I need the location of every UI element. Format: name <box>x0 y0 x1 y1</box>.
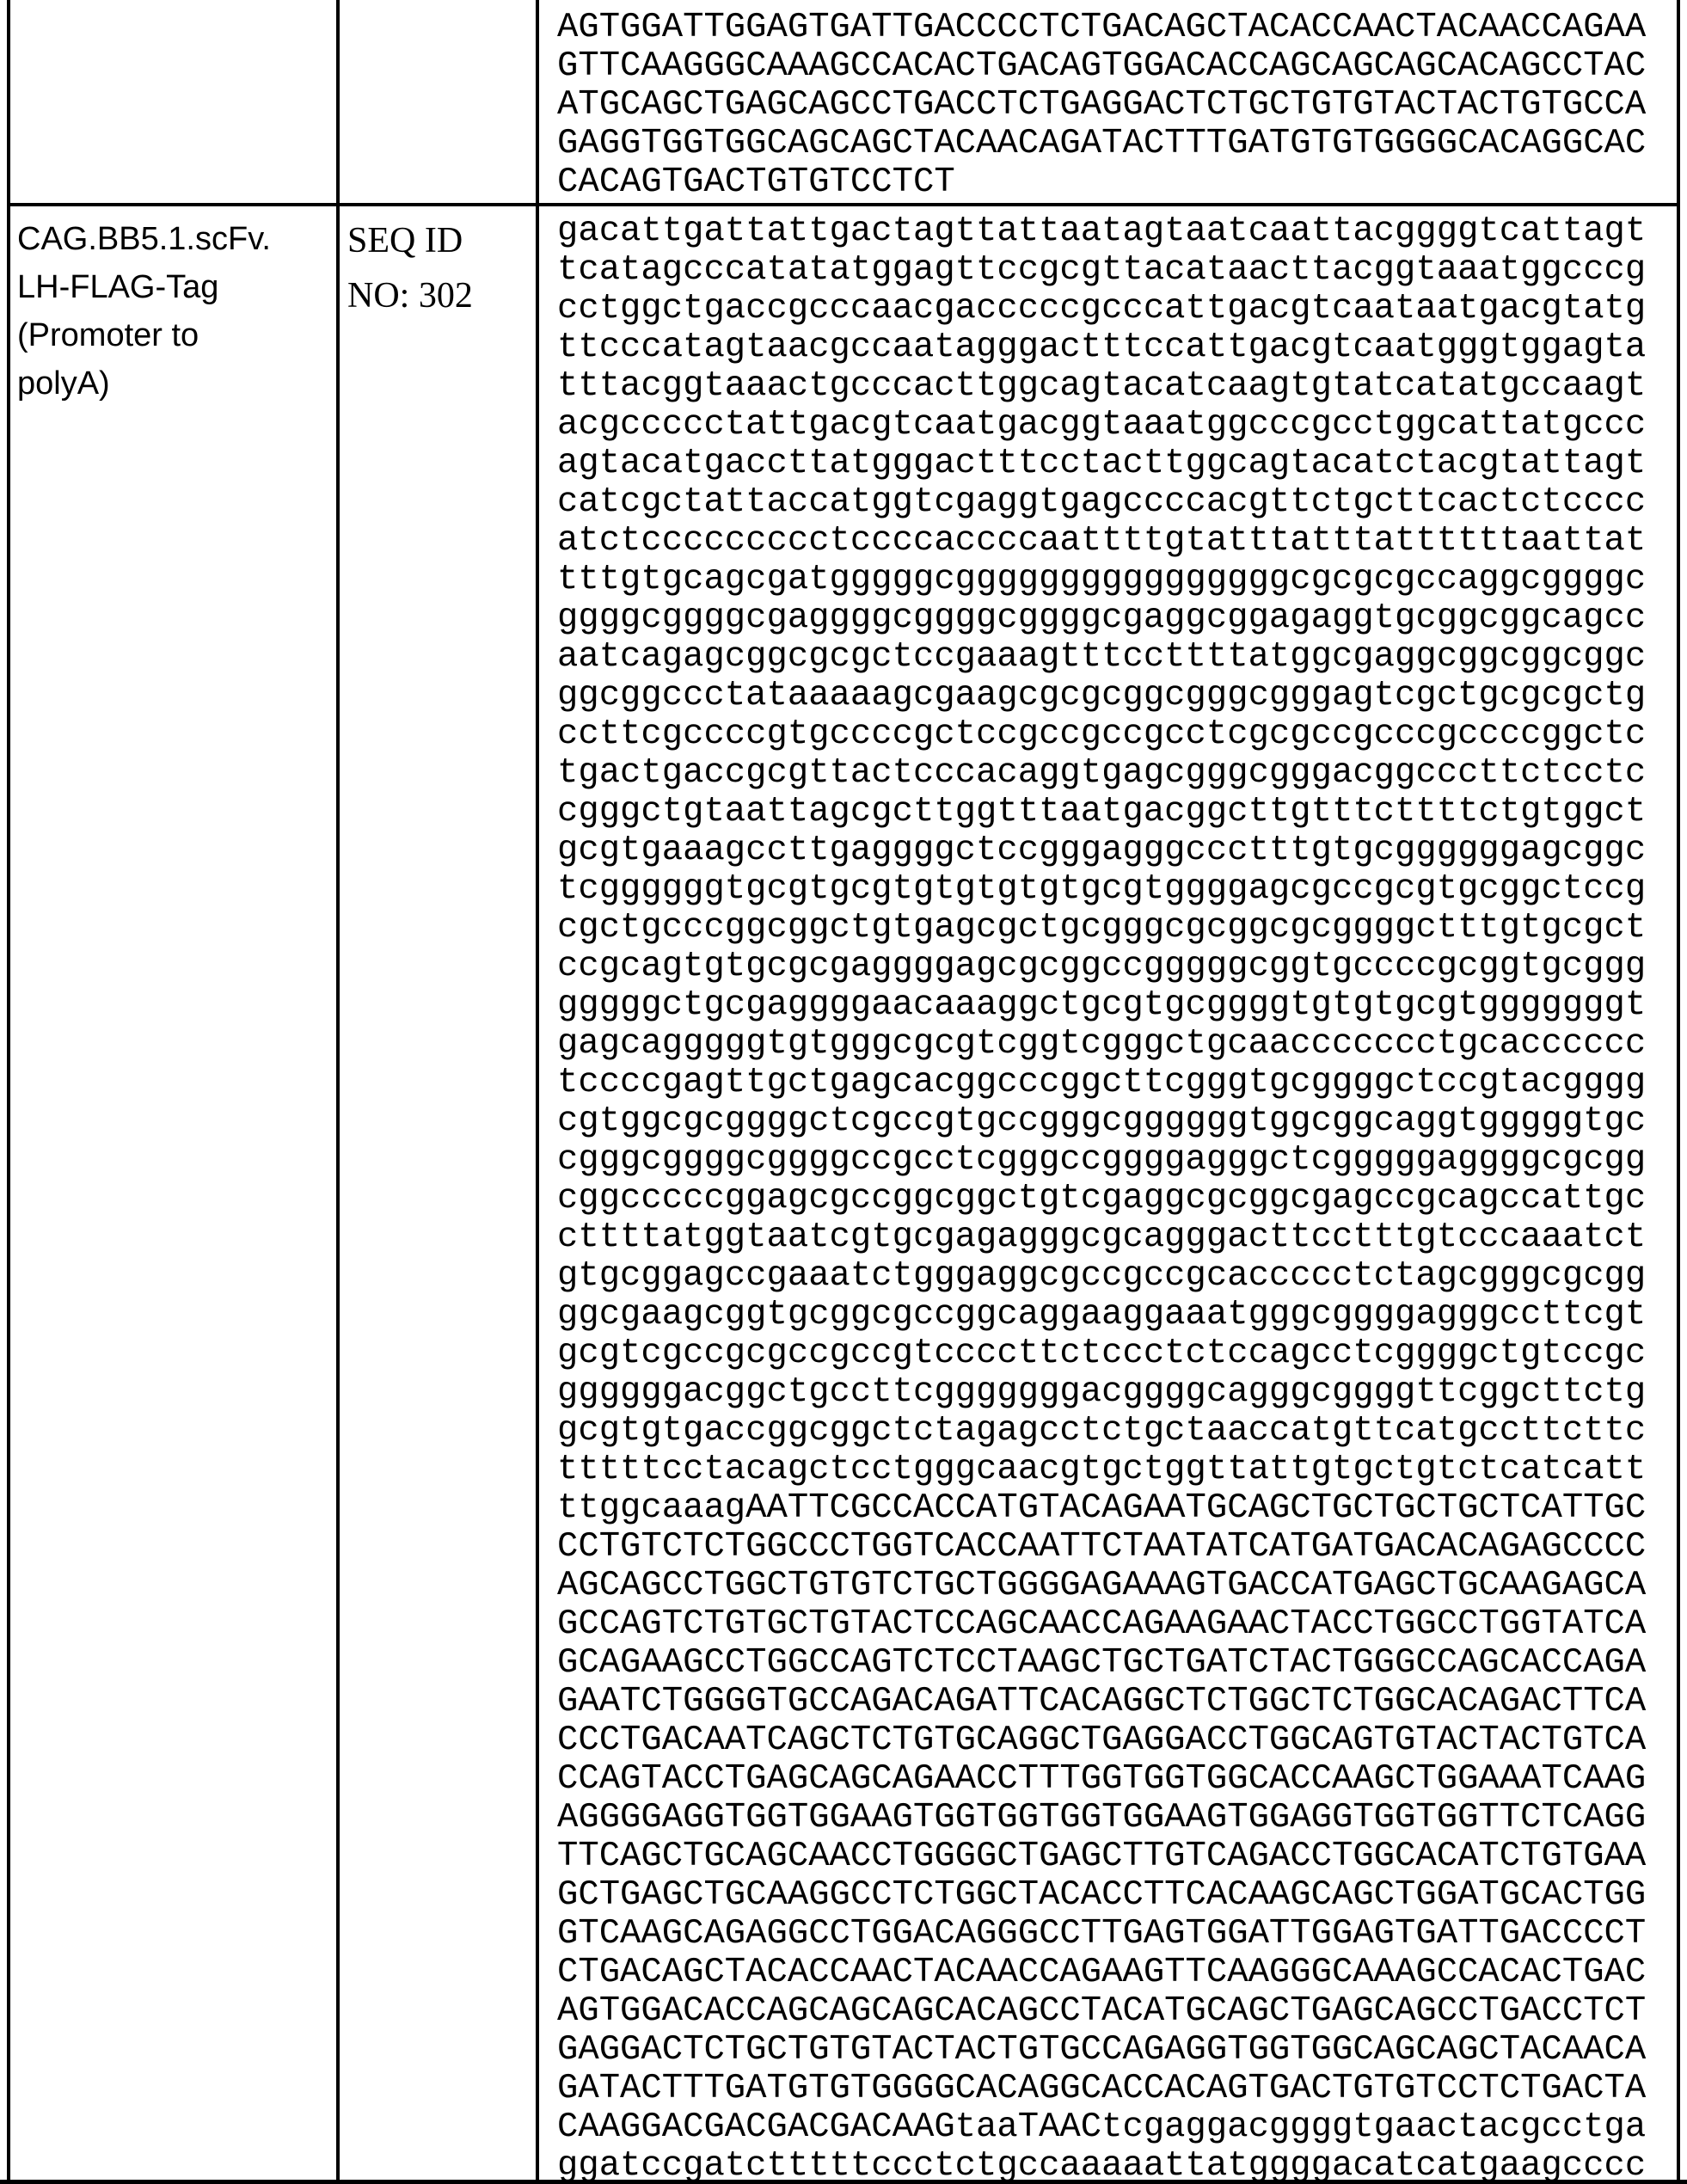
sequence-text-continued-row: AGTGGATTGGAGTGATTGACCCCTCTGACAGCTACACCAACTACAACCAGAA GTTCAAGGGCAAAGCCACACTGACAGTGGACACCAGCAGCAGCACAGCCTAC ATGCAGCTGAGCAGCCTGACCTCTGAGGACTCTGCTGTGTACTACTGTGCCA GAGGTGGTGGCAGCAGCTACAACAGATACTTTGATGTGTGGGGCACAGGCAC CACAGTGACTGTGTCCTCT <box>557 8 1647 202</box>
table-border-row-divider <box>7 203 1680 206</box>
table-border-right <box>1677 0 1680 2184</box>
construct-name-cell: CAG.BB5.1.scFv. LH-FLAG-Tag (Promoter to polyA) <box>17 221 271 402</box>
seq-id-cell: SEQ ID NO: 302 <box>347 221 473 316</box>
table-border-col1-col2 <box>336 0 340 2184</box>
table-border-left <box>7 0 10 2184</box>
table-border-col2-col3 <box>536 0 539 2184</box>
sequence-text-main-row: gacattgattattgactagttattaatagtaatcaattacggggtcattagt tcatagcccatatatggagttccgcgttacataacttacggtaaatggcccg cctggctgaccgcccaacgacccccgcccattgacgtcaataatgacgtatg ttcccatagtaacgccaatagggactttccattgacgtcaatgggtggagta tttacggtaaactgcccacttggcagtacatcaagtgtatcatatgccaagt acgccccctattgacgtcaatgacggtaaatggcccgcctggcattatgccc agtacatgaccttatgggactttcctacttggcagtacatctacgtattagt catcgctattaccatggtcgaggtgagccccacgttctgcttcactctcccc atctccccccccctccccaccccaattttgtatttatttattttttaattat tttgtgcagcgatgggggcggggggggggggggggcgcgcgccaggcggggc ggggcggggcgaggggcggggcggggcgaggcggagaggtgcggcggcagcc aatcagagcggcgcgctccgaaagtttccttttatggcgaggcggcggcggc ggcggccctataaaaagcgaagcgcgcggcgggcgggagtcgctgcgcgctg ccttcgccccgtgccccgctccgccgccgcctcgcgccgcccgccccggctc tgactgaccgcgttactcccacaggtgagcgggcgggacggcccttctcctc cgggctgtaattagcgcttggtttaatgacggcttgtttcttttctgtggct gcgtgaaagccttgaggggctccgggagggccctttgtgcggggggagcggc tcggggggtgcgtgcgtgtgtgtgtgcgtggggagcgccgcgtgcggctccg cgctgcccggcggctgtgagcgctgcgggcgcggcgcggggctttgtgcgct ccgcagtgtgcgcgaggggagcgcggccgggggcggtgccccgcggtgcggg gggggctgcgaggggaacaaaggctgcgtgcggggtgtgtgcgtgggggggt gagcagggggtgtgggcgcgtcggtcgggctgcaaccccccctgcacccccc tccccgagttgctgagcacggcccggcttcgggtgcggggctccgtacgggg cgtggcgcggggctcgccgtgccgggcggggggtggcggcaggtgggggtgc cgggcggggcggggccgcctcgggccggggagggctcgggggaggggcgcgg cggcccccggagcgccggcggctgtcgaggcgcggcgagccgcagccattgc cttttatggtaatcgtgcgagagggcgcagggacttcctttgtcccaaatct gtgcggagccgaaatctgggaggcgccgccgcaccccctctagcgggcgcgg ggcgaagcggtgcggcgccggcaggaaggaaatgggcggggagggccttcgt gcgtcgccgcgccgccgtccccttctccctctccagcctcggggctgtccgc ggggggacggctgccttcgggggggacggggcagggcggggttcggcttctg gcgtgtgaccggcggctctagagcctctgctaaccatgttcatgccttcttc tttttcctacagctcctgggcaacgtgctggttattgtgctgtctcatcatt ttggcaaagAATTCGCCACCATGTACAGAATGCAGCTGCTGCTGCTCATTGC CCTGTCTCTGGCCCTGGTCACCAATTCTAATATCATGATGACACAGAGCCCC AGCAGCCTGGCTGTGTCTGCTGGGGAGAAAGTGACCATGAGCTGCAAGAGCA GCCAGTCTGTGCTGTACTCCAGCAACCAGAAGAACTACCTGGCCTGGTATCA GCAGAAGCCTGGCCAGTCTCCTAAGCTGCTGATCTACTGGGCCAGCACCAGA GAATCTGGGGTGCCAGACAGATTCACAGGCTCTGGCTCTGGCACAGACTTCA CCCTGACAATCAGCTCTGTGCAGGCTGAGGACCTGGCAGTGTACTACTGTCA CCAGTACCTGAGCAGCAGAACCTTTGGTGGTGGCACCAAGCTGGAAATCAAG AGGGGAGGTGGTGGAAGTGGTGGTGGTGGAAGTGGAGGTGGTGGTTCTCAGG TTCAGCTGCAGCAACCTGGGGCTGAGCTTGTCAGACCTGGCACATCTGTGAA GCTGAGCTGCAAGGCCTCTGGCTACACCTTCACAAGCAGCTGGATGCACTGG GTCAAGCAGAGGCCTGGACAGGGCCTTGAGTGGATTGGAGTGATTGACCCCT CTGACAGCTACACCAACTACAACCAGAAGTTCAAGGGCAAAGCCACACTGAC AGTGGACACCAGCAGCAGCACAGCCTACATGCAGCTGAGCAGCCTGACCTCT GAGGACTCTGCTGTGTACTACTGTGCCAGAGGTGGTGGCAGCAGCTACAACA GATACTTTGATGTGTGGGGCACAGGCACCACAGTGACTGTGTCCTCTGACTA CAAGGACGACGACGACAAGtaaTAACtcgaggacggggtgaactacgcctga ggatccgatctttttccctctgccaaaaattatggggacatcatgaagcccc <box>557 212 1647 2184</box>
